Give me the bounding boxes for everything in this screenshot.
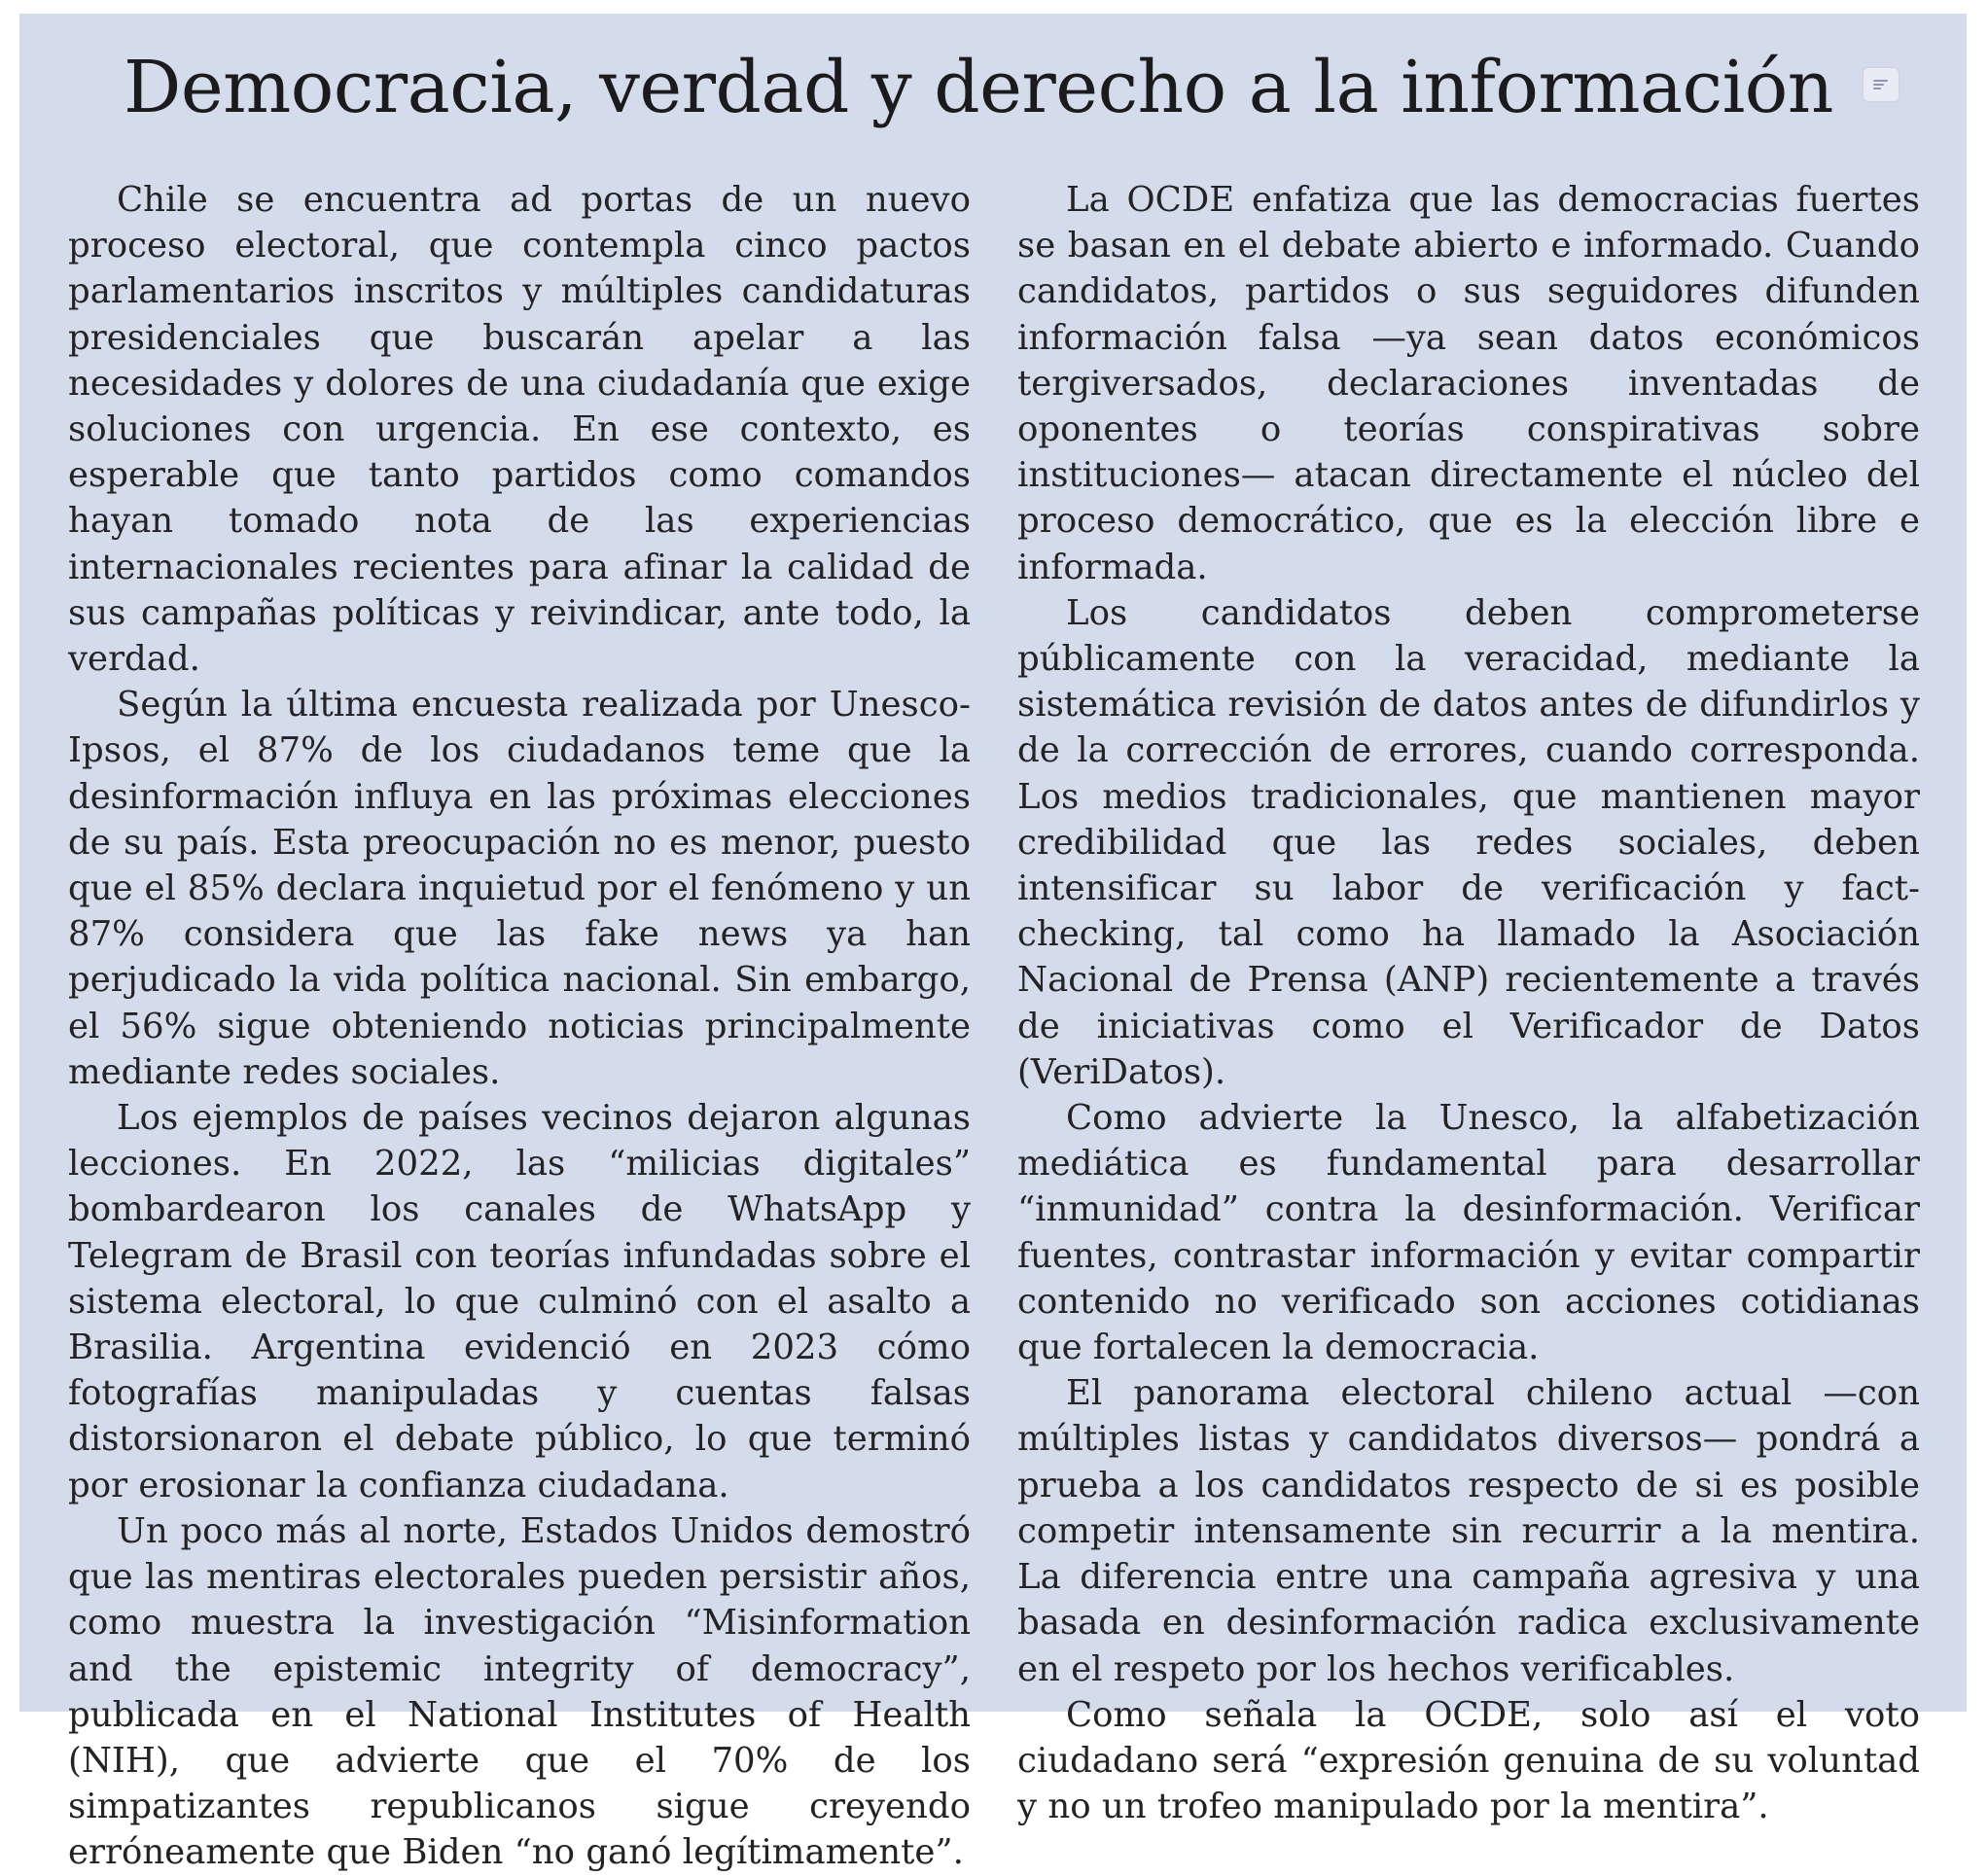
right-column	[1017, 177, 1920, 1829]
paragraph: Los ejemplos de países vecinos dejaron algunas lecciones. En 2022, las “milicias digitales” bombardearon los canales de WhatsApp y Telegram de Brasil con teorías infundadas sobre el sistema electoral, lo que culminó con el asalto a Brasilia. Argentina evidenció en 2023 cómo fotografías manipuladas y cuentas falsas distorsionaron el debate público, lo que terminó por erosionar la confianza ciudadana.	[68, 1098, 971, 1505]
paragraph: Un poco más al norte, Estados Unidos demostró que las mentiras electorales pueden persistir años, como muestra la investigación “Misinformation and the epistemic integrity of democracy”, publicada en el National Institutes of Health (NIH), que advierte que el 70% de los simpatizantes republicanos sigue creyendo erróneamente que Biden “no ganó legítimamente”.	[68, 1510, 971, 1873]
paragraph: Según la última encuesta realizada por Unesco-Ipsos, el 87% de los ciudadanos teme que la desinformación influya en las próximas elecciones de su país. Esta preocupación no es menor, puesto que el 85% declara inquietud por el fenómeno y un 87% considera que las fake news ya han perjudicado la vida política nacional. Sin embargo, el 56% sigue obteniendo noticias principalmente mediante redes sociales.	[68, 685, 971, 1092]
article-title: Democracia, verdad y derecho a la información	[124, 46, 1833, 129]
paragraph: Como señala la OCDE, solo así el voto ciudadano será “expresión genuina de su voluntad y no un trofeo manipulado por la mentira”.	[1017, 1694, 1920, 1827]
paragraph: Los candidatos deben comprometerse públicamente con la veracidad, mediante la sistemática revisión de datos antes de difundirlos y de la corrección de errores, cuando corresponda. Los medios tradicionales, que mantienen mayor credibilidad que las redes sociales, deben intensificar su labor de verificación y fact-checking, tal como ha llamado la Asociación Nacional de Prensa (ANP) recientemente a través de iniciativas como el Verificador de Datos (VeriDatos).	[1017, 592, 1920, 1092]
paragraph: Como advierte la Unesco, la alfabetización mediática es fundamental para desarrollar “inmunidad” contra la desinformación. Verificar fuentes, contrastar información y evitar compartir contenido no verificado son acciones cotidianas que fortalecen la democracia.	[1017, 1098, 1920, 1368]
paragraph: El panorama electoral chileno actual —con múltiples listas y candidatos diversos— pondrá a prueba a los candidatos respecto de si es posible competir intensamente sin recurrir a la mentira. La diferencia entre una campaña agresiva y una basada en desinformación radica exclusivamente en el respeto por los hechos verificables.	[1017, 1373, 1920, 1689]
paragraph: La OCDE enfatiza que las democracias fuertes se basan en el debate abierto e informado. Cuando candidatos, partidos o sus seguidores difunden información falsa —ya sean datos económicos tergiversados, declaraciones inventadas de oponentes o teorías conspirativas sobre instituciones— atacan directamente el núcleo del proceso democrático, que es la elección libre e informada.	[1017, 180, 1920, 587]
article-clipping	[19, 14, 1967, 1873]
left-column	[68, 177, 971, 1876]
paragraph: Chile se encuentra ad portas de un nuevo proceso electoral, que contempla cinco pactos parlamentarios inscritos y múltiples candidaturas presidenciales que buscarán apelar a las necesidades y dolores de una ciudadanía que exige soluciones con urgencia. En ese contexto, es esperable que tanto partidos como comandos hayan tomado nota de las experiencias internacionales recientes para afinar la calidad de sus campañas políticas y reivindicar, ante todo, la verdad.	[68, 180, 971, 680]
note-lines-icon[interactable]	[1864, 68, 1899, 101]
